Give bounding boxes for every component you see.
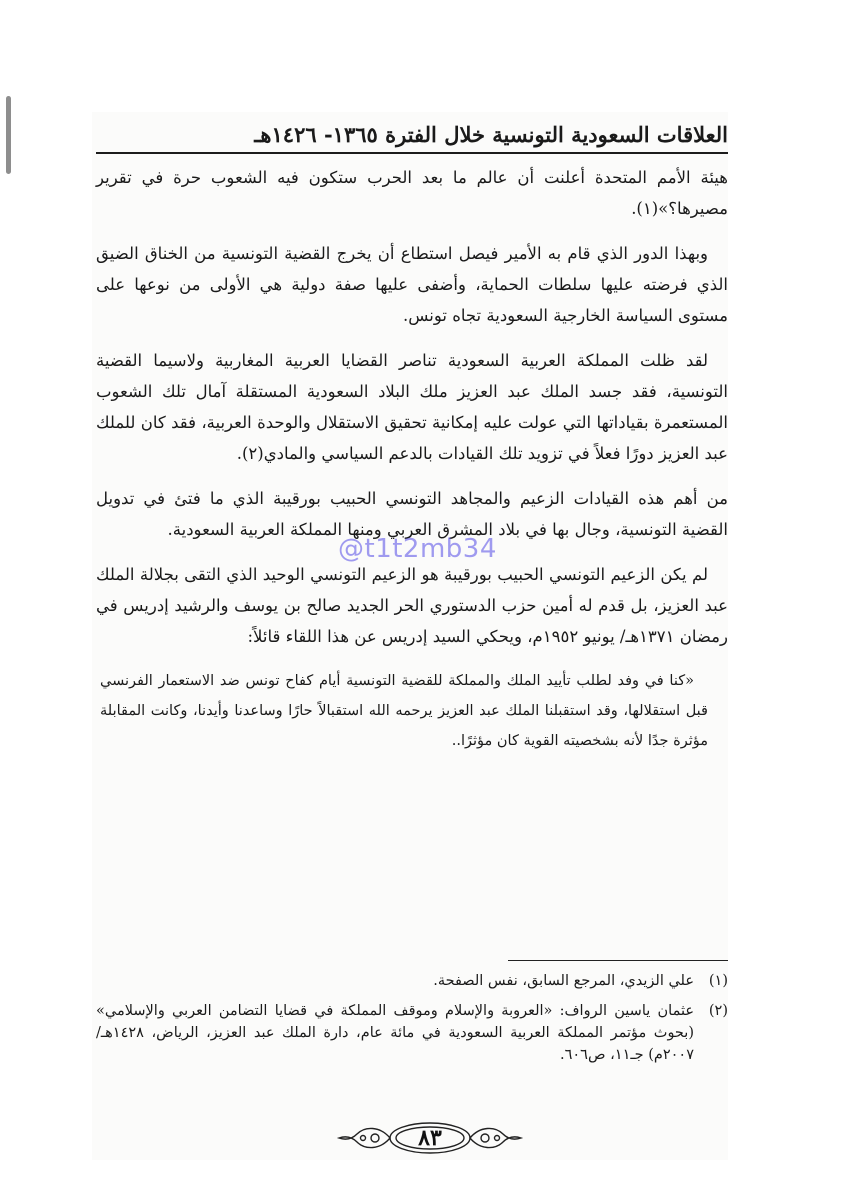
paragraph: هيئة الأمم المتحدة أعلنت أن عالم ما بعد الحرب ستكون فيه الشعوب حرة في تقرير مصيرها؟»(١). (96, 168, 728, 218)
paragraph: لقد ظلت المملكة العربية السعودية تناصر القضايا العربية المغاربية ولاسيما القضية التونسية، فقد جسد الملك عبد العزيز ملك البلاد السعودية المستقلة آمال تلك الشعوب المستعمرة بقياداتها التي عولت عليه إمكانية تحقيق الاستقلال والوحدة العربية، فقد كان للملك عبد العزيز دورًا فعلاً في تزويد تلك القيادات بالدعم السياسي والمادي(٢). (96, 351, 728, 463)
paragraph: من أهم هذه القيادات الزعيم والمجاهد التونسي الحبيب بورقيبة الذي ما فتئ في تدويل القضية التونسية، وجال بها في بلاد المشرق العربي ومنها المملكة العربية السعودية. (96, 489, 728, 539)
footnote (96, 970, 728, 992)
footnote-text: علي الزيدي، المرجع السابق، نفس الصفحة. (433, 973, 694, 989)
footnotes (96, 970, 728, 1074)
footnote (96, 1000, 728, 1066)
running-header (96, 118, 728, 154)
paragraph: وبهذا الدور الذي قام به الأمير فيصل استطاع أن يخرج القضية التونسية من الخناق الضيق الذي فرضته عليها سلطات الحماية، وأضفى عليها صفة دولية هي الأولى من نوعها على مستوى السياسة الخارجية السعودية تجاه تونس. (96, 244, 728, 325)
scrollbar[interactable] (6, 96, 11, 174)
footnote-text: عثمان ياسين الرواف: «العروبة والإسلام وموقف المملكة في قضايا التضامن العربي والإسلامي» (بحوث مؤتمر المملكة العربية السعودية في مائة عام، دارة الملك عبد العزيز، الرياض، ١٤٢٨هـ/ ٢٠٠٧م) جـ١١، ص٦٠٦. (96, 1003, 694, 1063)
page-number: ٨٣ (418, 1125, 442, 1151)
footnote-number: (١) (708, 973, 728, 989)
block-quote: «كنا في وفد لطلب تأييد الملك والمملكة للقضية التونسية أيام كفاح تونس ضد الاستعمار الفرنسي قبل استقلالها، وقد استقبلنا الملك عبد العزيز يرحمه الله استقبالاً حارًا وساعدنا وأيدنا، وكانت المقابلة مؤثرة جدًا لأنه بشخصيته القوية كان مؤثرًا.. (100, 673, 708, 749)
watermark: @t1t2mb34 (338, 534, 497, 564)
page-number-ornament (335, 1120, 525, 1156)
footnote-divider (508, 960, 728, 961)
footnote-number: (٢) (708, 1003, 728, 1019)
paragraph: لم يكن الزعيم التونسي الحبيب بورقيبة هو الزعيم التونسي الوحيد الذي التقى بجلالة الملك عبد العزيز، بل قدم له أمين حزب الدستوري الحر الجديد صالح بن يوسف والرشيد إدريس في رمضان ١٣٧١هـ/ يونيو ١٩٥٢م، ويحكي السيد إدريس عن هذا اللقاء قائلاً: (96, 565, 728, 646)
header-title: العلاقات السعودية التونسية خلال الفترة ١٣٦٥- ١٤٢٦هـ (254, 122, 728, 147)
body-text (96, 162, 728, 756)
